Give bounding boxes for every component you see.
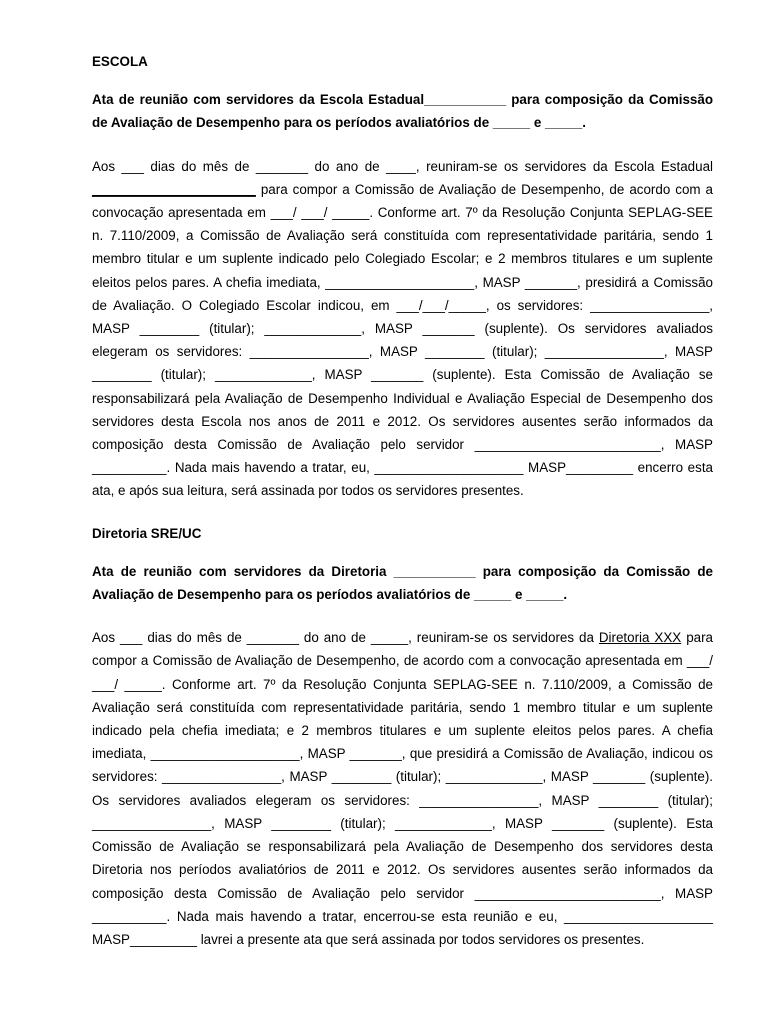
section-title-escola: Ata de reunião com servidores da Escola Estadual___________ para composição da Comissão de Avaliação de Desempenho para os períodos avaliatórios de _____ e _____. (92, 92, 713, 131)
paragraph-text-start: Aos ___ dias do mês de _______ do ano de _____, reuniram-se os servidores da (92, 630, 599, 646)
paragraph-text-start: Aos ___ dias do mês de _______ do ano de ____, reuniram-se os servidores da Escola Estadual (92, 158, 713, 174)
spacer (92, 606, 713, 626)
paragraph-text-rest: para compor a Comissão de Avaliação de Desempenho, de acordo com a convocação apresentada em ___/ ___/ _____. Conforme art. 7º da Resolução Conjunta SEPLAG-SEE n. 7.110/2009, a Comissão de Avaliação será constituída com representatividade paritária, sendo 1 membro titular e um suplente indicado pela chefia imediata; e 2 membros titulares e um suplente eleitos pelos pares. A chefia imediata, ____________________, MASP _______, que presidirá a Comissão de Avaliação, indicou os servidores: ________________, MASP ________ (titular); _____________, MASP _______ (suplente). Os servidores avaliados elegeram os servidores: ________________, MASP ________ (titular); ________________, MASP ________ (titular); _____________, MASP _______ (suplente). Esta Comissão de Avaliação se responsabilizará pela Avaliação de Desempenho dos servidores desta Diretoria nos períodos avaliatórios de 2011 e 2012. Os servidores ausentes serão informados da composição desta Comissão de Avaliação pelo servidor _________________________, MASP __________. Nada mais havendo a tratar, encerrou-se esta reunião e eu, ____________________ MASP_________ lavrei a presente ata que será assinada por todos servidores os presentes. (92, 630, 713, 947)
minutes-paragraph-escola (92, 155, 713, 503)
spacer (92, 545, 713, 560)
section-heading-diretoria: Diretoria SRE/UC (92, 525, 202, 541)
spacer (92, 503, 713, 522)
section-heading-escola: ESCOLA (92, 54, 148, 69)
document-page (92, 50, 713, 951)
spacer (92, 73, 713, 88)
spacer (92, 135, 713, 155)
diretoria-name-link[interactable]: Diretoria XXX (598, 630, 682, 646)
section-diretoria (92, 522, 713, 951)
paragraph-text-rest: para compor a Comissão de Avaliação de Desempenho, de acordo com a convocação apresentada em ___/ ___/ _____. Conforme art. 7º da Resolução Conjunta SEPLAG-SEE n. 7.110/2009, a Comissão de Avaliação será constituída com representatividade paritária, sendo 1 membro titular e um suplente indicado pelo Colegiado Escolar; e 2 membros titulares e um suplente eleitos pelos pares. A chefia imediata, ____________________, MASP _______, presidirá a Comissão de Avaliação. O Colegiado Escolar indicou, em ___/___/_____, os servidores: ________________, MASP ________ (titular); _____________, MASP _______ (suplente). Os servidores avaliados elegeram os servidores: ________________, MASP ________ (titular); ________________, MASP ________ (titular); _____________, MASP _______ (suplente). Esta Comissão de Avaliação se responsabilizará pela Avaliação de Desempenho Individual e Avaliação Especial de Desempenho dos servidores desta Escola nos anos de 2011 e 2012. Os servidores ausentes serão informados da composição desta Comissão de Avaliação pelo servidor _________________________, MASP __________. Nada mais havendo a tratar, eu, ____________________ MASP_________ encerro esta ata, e após sua leitura, será assinada por todos os servidores presentes. (92, 181, 713, 499)
section-escola (92, 50, 713, 503)
section-title-diretoria: Ata de reunião com servidores da Diretoria ___________ para composição da Comissão de Avaliação de Desempenho para os períodos avaliatórios de _____ e _____. (92, 563, 713, 603)
minutes-paragraph-diretoria (92, 626, 713, 951)
school-name-blank: ______________________ (92, 181, 256, 197)
